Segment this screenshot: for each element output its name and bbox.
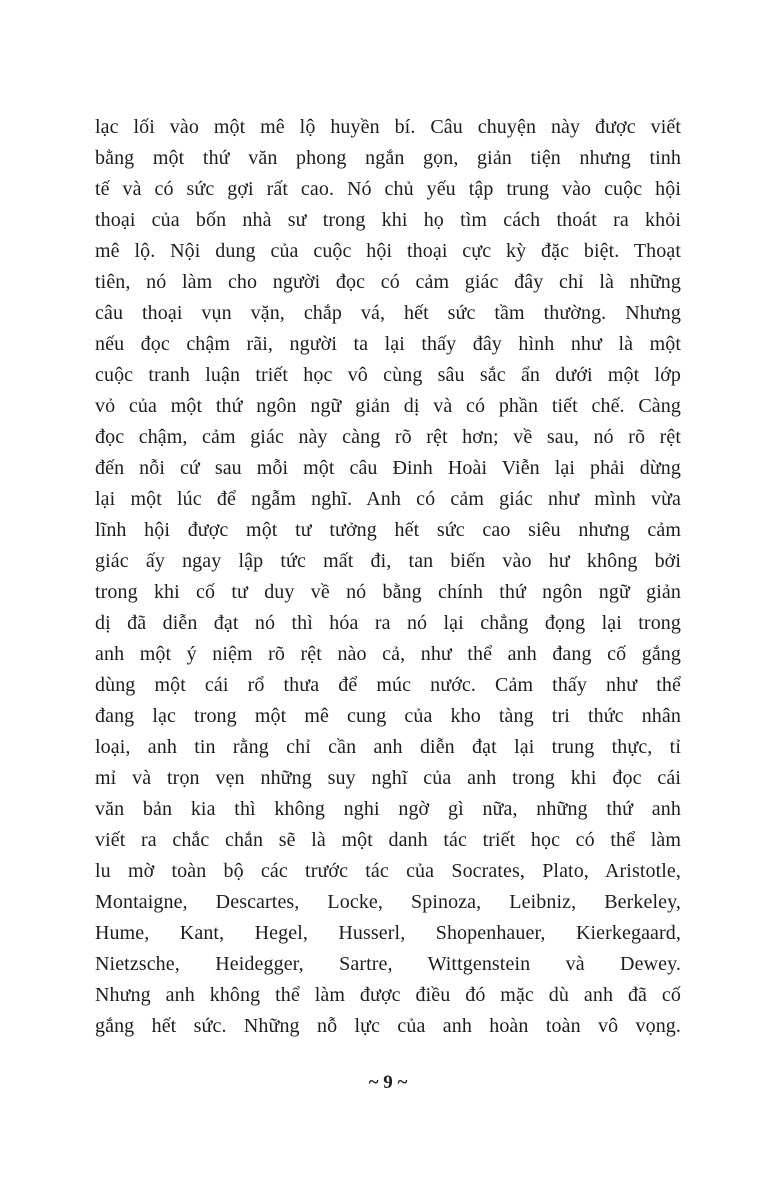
text-line: đọc chậm, cảm giác này càng rõ rệt hơn; về sau, nó rõ rệt xyxy=(95,426,681,448)
text-line: đang lạc trong một mê cung của kho tàng tri thức nhân xyxy=(95,705,681,727)
text-line: dị đã diễn đạt nó thì hóa ra nó lại chẳng đọng lại trong xyxy=(95,612,681,634)
text-line: Nietzsche, Heidegger, Sartre, Wittgenstein và Dewey. xyxy=(95,953,681,975)
text-line: loại, anh tin rằng chỉ cần anh diễn đạt lại trung thực, tỉ xyxy=(95,736,681,758)
body-text xyxy=(95,112,681,1042)
text-line: văn bản kia thì không nghi ngờ gì nữa, những thứ anh xyxy=(95,798,681,820)
text-line: dùng một cái rổ thưa để múc nước. Cảm thấy như thể xyxy=(95,674,681,696)
text-line: lạc lối vào một mê lộ huyền bí. Câu chuyện này được viết xyxy=(95,116,681,138)
text-line: câu thoại vụn vặn, chắp vá, hết sức tầm thường. Nhưng xyxy=(95,302,681,324)
text-line: giác ấy ngay lập tức mất đi, tan biến vào hư không bởi xyxy=(95,550,681,572)
text-line: vỏ của một thứ ngôn ngữ giản dị và có phần tiết chế. Càng xyxy=(95,395,681,417)
text-line: Hume, Kant, Hegel, Husserl, Shopenhauer, Kierkegaard, xyxy=(95,922,681,944)
text-line: gắng hết sức. Những nỗ lực của anh hoàn toàn vô vọng. xyxy=(95,1015,681,1037)
text-line: anh một ý niệm rõ rệt nào cả, như thể anh đang cố gắng xyxy=(95,643,681,665)
text-line: đến nỗi cứ sau mỗi một câu Đinh Hoài Viễn lại phải dừng xyxy=(95,457,681,479)
text-line: Montaigne, Descartes, Locke, Spinoza, Leibniz, Berkeley, xyxy=(95,891,681,913)
text-line: tế và có sức gợi rất cao. Nó chủ yếu tập trung vào cuộc hội xyxy=(95,178,681,200)
text-line: lĩnh hội được một tư tưởng hết sức cao siêu nhưng cảm xyxy=(95,519,681,541)
text-line: lại một lúc để ngẫm nghĩ. Anh có cảm giác như mình vừa xyxy=(95,488,681,510)
text-line: lu mờ toàn bộ các trước tác của Socrates, Plato, Aristotle, xyxy=(95,860,681,882)
text-line: Nhưng anh không thể làm được điều đó mặc dù anh đã cố xyxy=(95,984,681,1006)
text-line: mỉ và trọn vẹn những suy nghĩ của anh trong khi đọc cái xyxy=(95,767,681,789)
text-line: tiên, nó làm cho người đọc có cảm giác đây chỉ là những xyxy=(95,271,681,293)
text-line: trong khi cố tư duy về nó bằng chính thứ ngôn ngữ giản xyxy=(95,581,681,603)
text-line: viết ra chắc chắn sẽ là một danh tác triết học có thể làm xyxy=(95,829,681,851)
text-line: thoại của bốn nhà sư trong khi họ tìm cách thoát ra khỏi xyxy=(95,209,681,231)
text-line: nếu đọc chậm rãi, người ta lại thấy đây hình như là một xyxy=(95,333,681,355)
page-number: ~ 9 ~ xyxy=(368,1072,408,1093)
text-line: bằng một thứ văn phong ngắn gọn, giản tiện nhưng tinh xyxy=(95,147,681,169)
text-line: mê lộ. Nội dung của cuộc hội thoại cực kỳ đặc biệt. Thoạt xyxy=(95,240,681,262)
text-line: cuộc tranh luận triết học vô cùng sâu sắc ẩn dưới một lớp xyxy=(95,364,681,386)
